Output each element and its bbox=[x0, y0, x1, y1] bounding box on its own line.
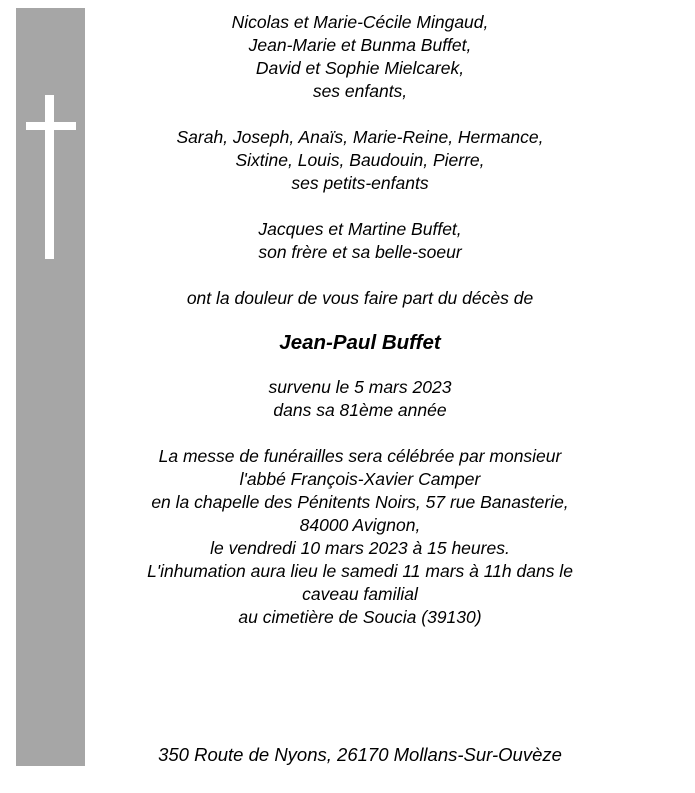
family-relation: ses petits-enfants bbox=[291, 173, 429, 193]
ceremony-line: en la chapelle des Pénitents Noirs, 57 rue Banasterie, bbox=[151, 492, 569, 512]
cross-horizontal-bar bbox=[26, 122, 76, 130]
ceremony-line: 84000 Avignon, bbox=[299, 515, 421, 535]
grandchildren-block bbox=[100, 126, 620, 195]
family-relation: son frère et sa belle-soeur bbox=[258, 242, 462, 262]
death-info-line: dans sa 81ème année bbox=[273, 400, 447, 420]
family-line: Sixtine, Louis, Baudouin, Pierre, bbox=[235, 150, 485, 170]
cross-vertical-bar bbox=[45, 95, 54, 259]
ceremony-line: au cimetière de Soucia (39130) bbox=[238, 607, 482, 627]
obituary-text bbox=[100, 11, 620, 629]
family-line: Jacques et Martine Buffet, bbox=[258, 219, 462, 239]
death-info-line: survenu le 5 mars 2023 bbox=[268, 377, 452, 397]
ceremony-line: le vendredi 10 mars 2023 à 15 heures. bbox=[210, 538, 510, 558]
ceremony-block bbox=[100, 445, 620, 629]
death-info-block bbox=[100, 376, 620, 422]
family-line: David et Sophie Mielcarek, bbox=[255, 58, 465, 78]
ceremony-line: l'abbé François-Xavier Camper bbox=[239, 469, 481, 489]
family-line: Jean-Marie et Bunma Buffet, bbox=[248, 35, 472, 55]
ceremony-line: La messe de funérailles sera célébrée par monsieur bbox=[158, 446, 562, 466]
ceremony-line: caveau familial bbox=[302, 584, 418, 604]
ceremony-line: L'inhumation aura lieu le samedi 11 mars à 11h dans le bbox=[147, 561, 573, 581]
children-block bbox=[100, 11, 620, 103]
deceased-name: Jean-Paul Buffet bbox=[279, 331, 441, 354]
family-line: Nicolas et Marie-Cécile Mingaud, bbox=[231, 12, 489, 32]
announcement-line: ont la douleur de vous faire part du décès de bbox=[186, 288, 534, 308]
family-relation: ses enfants, bbox=[312, 81, 408, 101]
siblings-block bbox=[100, 218, 620, 264]
family-address: 350 Route de Nyons, 26170 Mollans-Sur-Ouvèze bbox=[158, 744, 562, 765]
family-line: Sarah, Joseph, Anaïs, Marie-Reine, Hermance, bbox=[176, 127, 544, 147]
